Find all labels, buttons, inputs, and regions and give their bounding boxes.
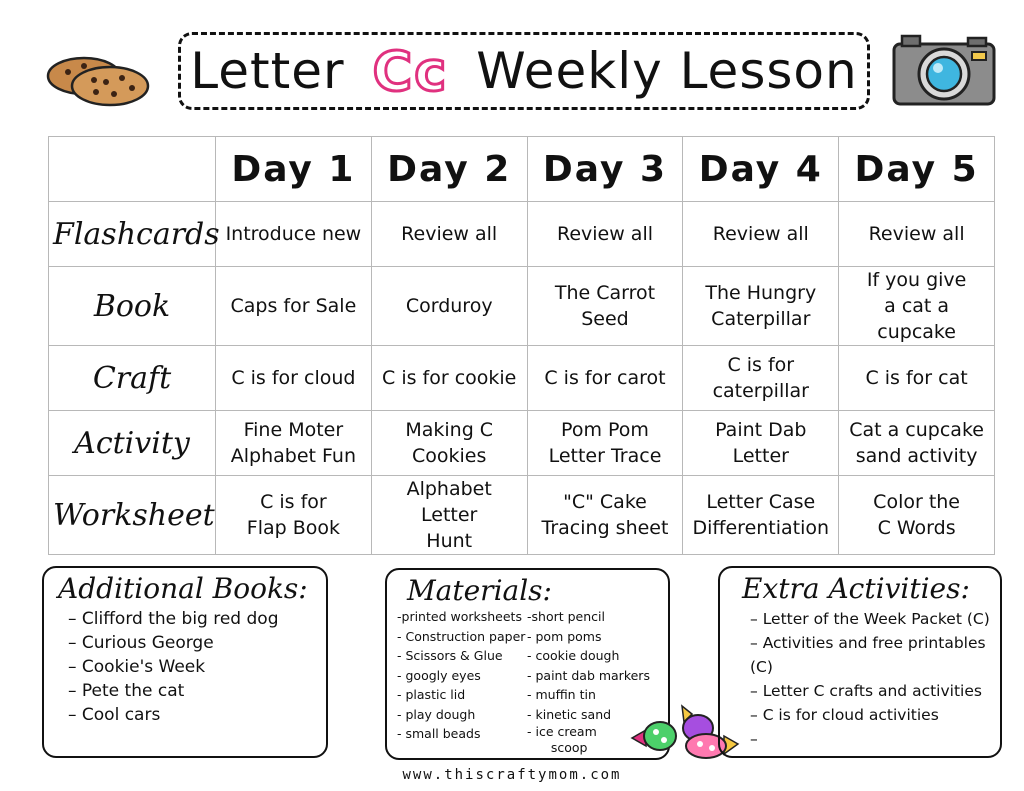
- title-right: Weekly Lesson: [476, 42, 858, 100]
- row-label: Activity: [49, 411, 216, 476]
- row-label: Worksheet: [49, 476, 216, 555]
- additional-books-title: Additional Books:: [58, 572, 308, 605]
- table-cell: If you give a cat a cupcake: [839, 267, 995, 346]
- day-header: Day 5: [839, 137, 995, 202]
- extra-activities-list: [750, 607, 1000, 751]
- additional-books-list: [68, 607, 326, 727]
- table-cell: Caps for Sale: [216, 267, 372, 346]
- table-row: [49, 476, 995, 555]
- list-item: – Pete the cat: [68, 679, 326, 703]
- table-cell: Letter Case Differentiation: [683, 476, 839, 555]
- list-item: – Letter of the Week Packet (C): [750, 607, 1000, 631]
- table-cell: Pom Pom Letter Trace: [527, 411, 683, 476]
- table-corner: [49, 137, 216, 202]
- camera-icon: [892, 32, 996, 106]
- cookie-icon: [44, 52, 152, 108]
- table-cell: Alphabet Letter Hunt: [371, 476, 527, 555]
- materials-title: Materials:: [407, 574, 552, 607]
- table-cell: The Hungry Caterpillar: [683, 267, 839, 346]
- footer-url: www.thiscraftymom.com: [402, 767, 622, 783]
- list-item: - small beads: [397, 726, 481, 741]
- list-item: – Activities and free printables (C): [750, 631, 1000, 679]
- list-item: - kinetic sand: [527, 706, 612, 722]
- table-cell: C is for cloud: [216, 346, 372, 411]
- extra-activities-title: Extra Activities:: [742, 572, 970, 605]
- day-header: Day 4: [683, 137, 839, 202]
- table-cell: Making C Cookies: [371, 411, 527, 476]
- table-row: [49, 346, 995, 411]
- row-label: Craft: [49, 346, 216, 411]
- table-cell: The Carrot Seed: [527, 267, 683, 346]
- row-label: Book: [49, 267, 216, 346]
- list-item: -short pencil: [527, 609, 605, 624]
- list-item: - cookie dough: [527, 648, 620, 663]
- row-label: Flashcards: [49, 202, 216, 267]
- table-row: [49, 202, 995, 267]
- page-title: [178, 32, 870, 110]
- table-cell: Review all: [839, 202, 995, 267]
- table-cell: Cat a cupcake sand activity: [839, 411, 995, 476]
- list-item: - Scissors & Glue: [397, 648, 503, 663]
- table-cell: Review all: [371, 202, 527, 267]
- table-cell: C is for caterpillar: [683, 346, 839, 411]
- table-cell: C is for carot: [527, 346, 683, 411]
- list-item: – Letter C crafts and activities: [750, 679, 1000, 703]
- list-item: – Clifford the big red dog: [68, 607, 326, 631]
- table-header-row: [49, 137, 995, 202]
- day-header: Day 3: [527, 137, 683, 202]
- table-cell: Introduce new: [216, 202, 372, 267]
- table-cell: Review all: [527, 202, 683, 267]
- table-row: [49, 267, 995, 346]
- list-item: - muffin tin: [527, 687, 596, 702]
- extra-activities-box: [718, 566, 1002, 758]
- list-item: - paint dab markers: [527, 667, 650, 683]
- list-item: - ice cream scoop: [527, 724, 597, 755]
- day-header: Day 1: [216, 137, 372, 202]
- list-item: – Cookie's Week: [68, 655, 326, 679]
- table-cell: Corduroy: [371, 267, 527, 346]
- table-row: [49, 411, 995, 476]
- table-cell: Paint Dab Letter: [683, 411, 839, 476]
- lesson-schedule-table: [48, 136, 995, 555]
- materials-col-1: [397, 607, 527, 756]
- table-cell: C is for cat: [839, 346, 995, 411]
- list-item: - pom poms: [527, 628, 602, 644]
- list-item: – Curious George: [68, 631, 326, 655]
- day-header: Day 2: [371, 137, 527, 202]
- table-cell: "C" Cake Tracing sheet: [527, 476, 683, 555]
- table-cell: Color the C Words: [839, 476, 995, 555]
- list-item: - plastic lid: [397, 687, 466, 702]
- table-cell: Fine Moter Alphabet Fun: [216, 411, 372, 476]
- table-cell: C is for cookie: [371, 346, 527, 411]
- list-item: - googly eyes: [397, 667, 481, 683]
- title-left: Letter: [190, 42, 345, 100]
- table-cell: C is for Flap Book: [216, 476, 372, 555]
- list-item: - Construction paper: [397, 628, 526, 644]
- list-item: – C is for cloud activities: [750, 703, 1000, 727]
- list-item: -printed worksheets: [397, 609, 522, 624]
- list-item: – Cool cars: [68, 703, 326, 727]
- title-letters: Cc: [372, 39, 449, 103]
- list-item: - play dough: [397, 706, 476, 722]
- additional-books-box: [42, 566, 328, 758]
- table-cell: Review all: [683, 202, 839, 267]
- list-item: [750, 727, 1000, 751]
